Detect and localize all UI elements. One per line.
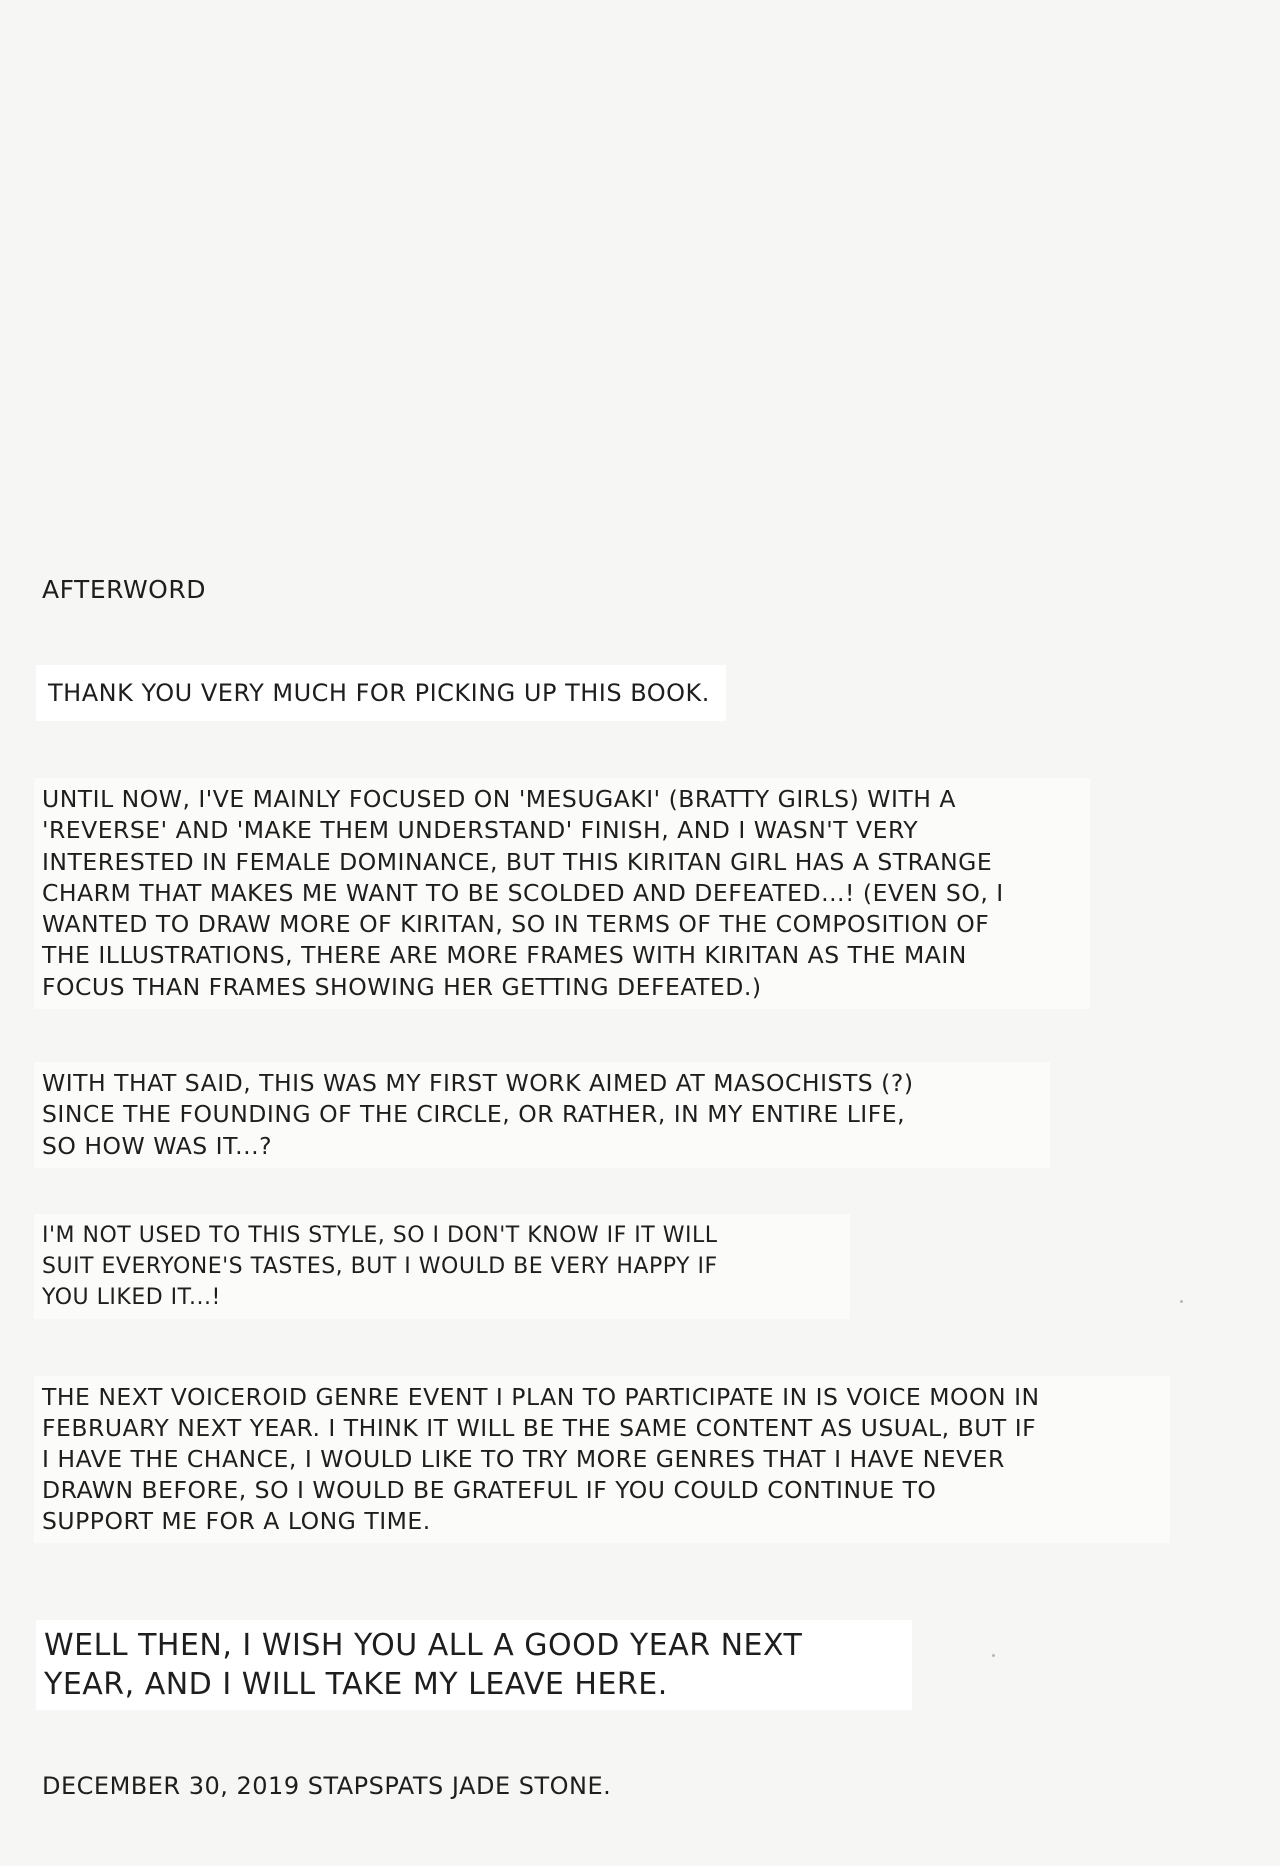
paragraph-style: I'M NOT USED TO THIS STYLE, SO I DON'T KNOW IF IT WILL SUIT EVERYONE'S TASTES, BUT I WOULD BE VERY HAPPY IF YOU LIKED IT...! [34, 1214, 850, 1319]
paragraph-intro: UNTIL NOW, I'VE MAINLY FOCUSED ON 'MESUGAKI' (BRATTY GIRLS) WITH A 'REVERSE' AND 'MAKE THEM UNDERSTAND' FINISH, AND I WASN'T VERY INTERESTED IN FEMALE DOMINANCE, BUT THIS KIRITAN GIRL HAS A STRANGE CHARM THAT MAKES ME WANT TO BE SCOLDED AND DEFEATED...! (EVEN SO, I WANTED TO DRAW MORE OF KIRITAN, SO IN TERMS OF THE COMPOSITION OF THE ILLUSTRATIONS, THERE ARE MORE FRAMES WITH KIRITAN AS THE MAIN FOCUS THAN FRAMES SHOWING HER GETTING DEFEATED.) [34, 778, 1090, 1009]
paragraph-thanks: THANK YOU VERY MUCH FOR PICKING UP THIS BOOK. [36, 665, 726, 721]
paper-speck [1180, 1300, 1183, 1303]
paragraph-masochists: WITH THAT SAID, THIS WAS MY FIRST WORK AIMED AT MASOCHISTS (?) SINCE THE FOUNDING OF THE CIRCLE, OR RATHER, IN MY ENTIRE LIFE, SO HOW WAS IT...? [34, 1062, 1050, 1168]
signature-line: DECEMBER 30, 2019 STAPSPATS JADE STONE. [42, 1772, 612, 1800]
paragraph-farewell: WELL THEN, I WISH YOU ALL A GOOD YEAR NEXT YEAR, AND I WILL TAKE MY LEAVE HERE. [36, 1620, 912, 1710]
afterword-title: AFTERWORD [42, 575, 206, 604]
paper-speck [992, 1654, 995, 1657]
paragraph-event: THE NEXT VOICEROID GENRE EVENT I PLAN TO PARTICIPATE IN IS VOICE MOON IN FEBRUARY NEXT YEAR. I THINK IT WILL BE THE SAME CONTENT AS USUAL, BUT IF I HAVE THE CHANCE, I WOULD LIKE TO TRY MORE GENRES THAT I HAVE NEVER DRAWN BEFORE, SO I WOULD BE GRATEFUL IF YOU COULD CONTINUE TO SUPPORT ME FOR A LONG TIME. [34, 1376, 1170, 1543]
